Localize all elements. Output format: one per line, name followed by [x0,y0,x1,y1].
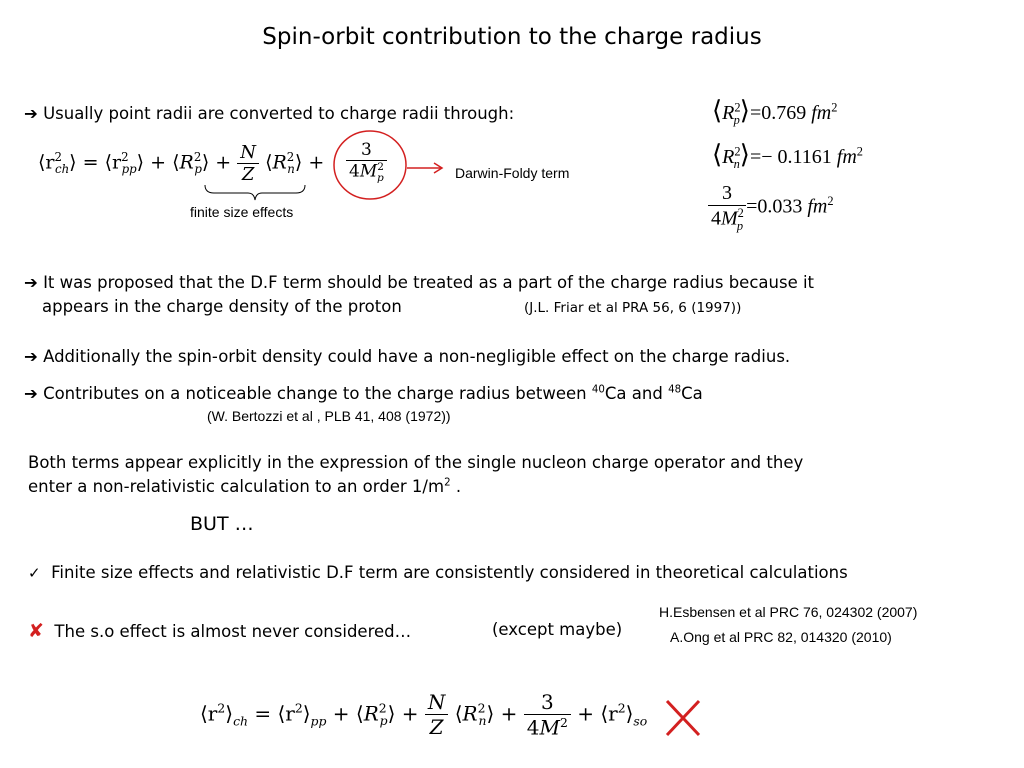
spin-orbit-strike-icon [664,698,702,738]
bullet-point-df-term: ➔ It was proposed that the D.F term should be treated as a part of the charge radius because it [24,273,815,292]
reference-esbensen: H.Esbensen et al PRC 76, 024302 (2007) [659,604,918,620]
reference-ong: A.Ong et al PRC 82, 014320 (2010) [670,629,892,645]
bullet-point-calcium: ➔ Contributes on a noticeable change to the charge radius between $^{40}$Ca and $^{48}$Ca [24,384,703,403]
finite-size-label: finite size effects [190,204,294,220]
except-note: (except maybe) [492,620,623,639]
check-icon: ✓ [28,564,41,582]
paragraph-line-1: Both terms appear explicitly in the expression of the single nucleon charge operator and they [28,453,804,472]
bullet-point-spin-orbit: ➔ Additionally the spin-orbit density could have a non-negligible effect on the charge radius. [24,347,791,366]
finite-size-bracket [200,183,310,203]
bullet-point-radii: ➔ Usually point radii are converted to charge radii through: [24,104,515,123]
darwin-foldy-fraction: $\frac{3}{4M^2_p}$ [346,140,387,184]
cross-bullet: ✘ The s.o effect is almost never considered… [28,620,412,642]
full-charge-radius-equation: $⟨r^2⟩_{ch}$ = $⟨r^2⟩_{pp}$ + $⟨R^2_p⟩$ + $\frac{N}{Z}$ $⟨R^2_n⟩$ + $\frac{3}{4M^2}$ + $⟨r^2⟩_{so}$ [200,690,648,740]
darwin-foldy-label: Darwin-Foldy term [455,165,570,181]
darwin-foldy-value: $\frac{3}{4M^2_p}$ =0.033 $fm^2$ [708,182,834,234]
slide-title: Spin-orbit contribution to the charge radius [262,24,762,50]
darwin-foldy-highlight [330,128,450,208]
neutron-radius-value: $⟨R^2_n⟩=- 0.1161$ $fm^2$ [712,140,863,171]
charge-radius-equation: $⟨r^2_{ch}⟩$ = $⟨r^2_{pp}⟩$ + $⟨R^2_p⟩$ + $\frac{N}{Z}$ $⟨R^2_n⟩$ + [38,142,325,185]
reference-bertozzi: (W. Bertozzi et al , PLB 41, 408 (1972)) [207,408,451,424]
proton-radius-value: $⟨R^2_p⟩=0.769$ $fm^2$ [712,96,838,127]
but-heading: BUT … [190,513,254,535]
paragraph-line-2: enter a non-relativistic calculation to an order $1/m^2$ . [28,477,462,496]
bullet-point-df-term-cont: appears in the charge density of the proton [42,297,402,316]
cross-icon: ✘ [28,620,44,642]
reference-friar: (J.L. Friar et al PRA 56, 6 (1997)) [524,300,742,316]
check-bullet: ✓ Finite size effects and relativistic D.F term are consistently considered in theoretical calculations [28,563,848,582]
